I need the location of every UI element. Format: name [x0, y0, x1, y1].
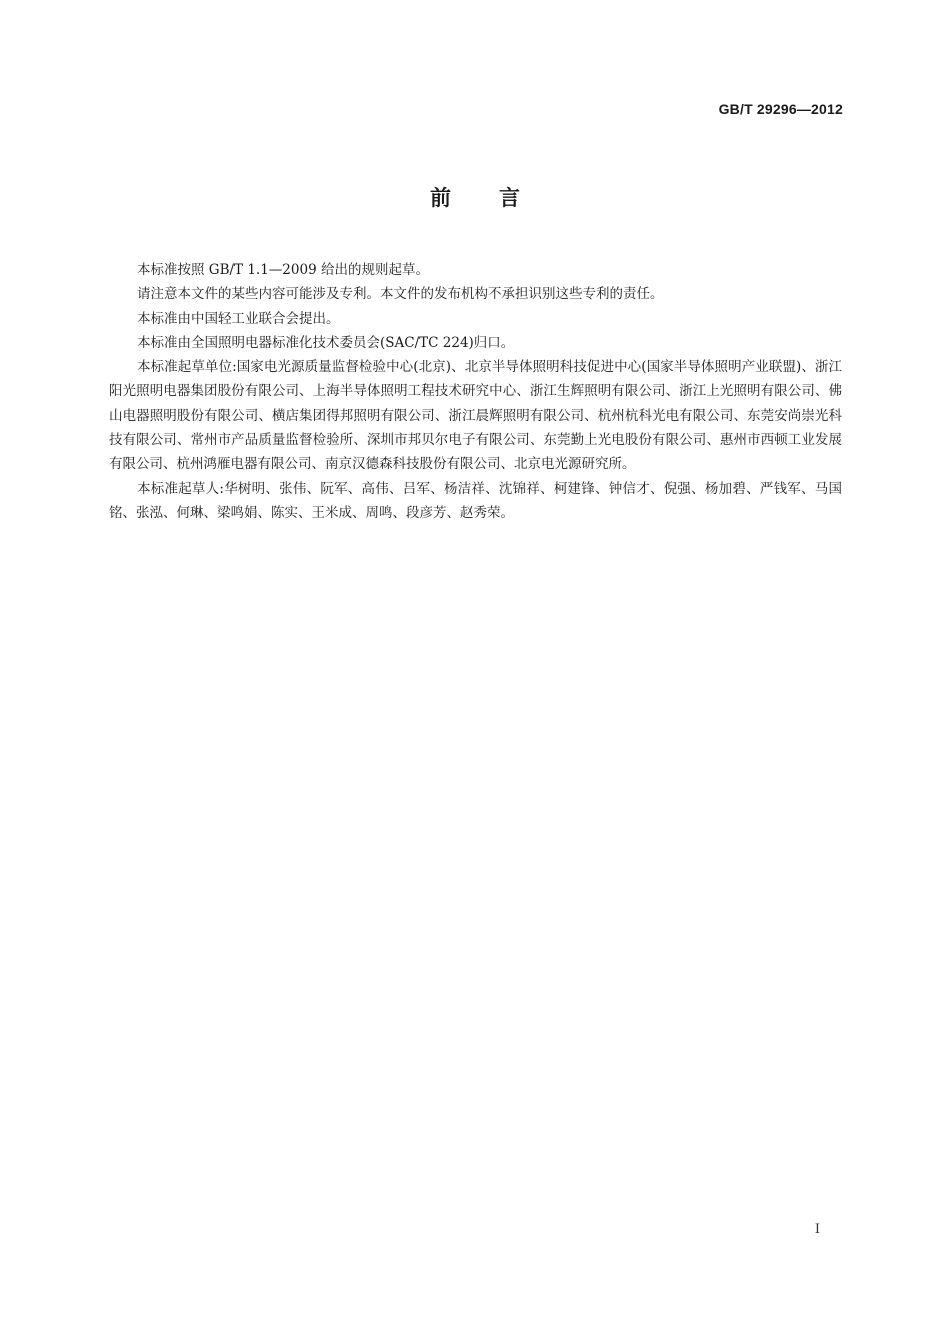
paragraph-drafting-units: 本标准起草单位:国家电光源质量监督检验中心(北京)、北京半导体照明科技促进中心(国家半导体照明产业联盟)、浙江阳光照明电器集团股份有限公司、上海半导体照明工程技术研究中心、浙江生辉照明有限公司、浙江上光照明有限公司、佛山电器照明股份有限公司、横店集团得邦照明有限公司、浙江晨辉照明有限公司、杭州杭科光电有限公司、东莞安尚崇光科技有限公司、常州市产品质量监督检验所、深圳市邦贝尔电子有限公司、东莞勤上光电股份有限公司、惠州市西顿工业发展有限公司、杭州鸿雁电器有限公司、南京汉德森科技股份有限公司、北京电光源研究所。 [109, 359, 842, 473]
paragraph-drafting-rules: 本标准按照 GB/T 1.1—2009 给出的规则起草。 [137, 262, 429, 278]
document-body [109, 258, 842, 525]
standard-code: GB/T 29296—2012 [718, 101, 843, 117]
paragraph-proposer: 本标准由中国轻工业联合会提出。 [137, 310, 340, 327]
paragraph-drafters: 本标准起草人:华树明、张伟、阮军、高伟、吕军、杨洁祥、沈锦祥、柯建锋、钟信才、倪强、杨加碧、严钱军、马国铭、张泓、何琳、梁鸣娟、陈实、王米成、周鸣、段彦芳、赵秀荣。 [109, 480, 842, 521]
paragraph-centralized-unit: 本标准由全国照明电器标准化技术委员会(SAC/TC 224)归口。 [137, 334, 515, 351]
paragraph-patent-notice: 请注意本文件的某些内容可能涉及专利。本文件的发布机构不承担识别这些专利的责任。 [137, 286, 664, 303]
page-title: 前言 [430, 186, 568, 210]
page-number: I [814, 1222, 820, 1237]
